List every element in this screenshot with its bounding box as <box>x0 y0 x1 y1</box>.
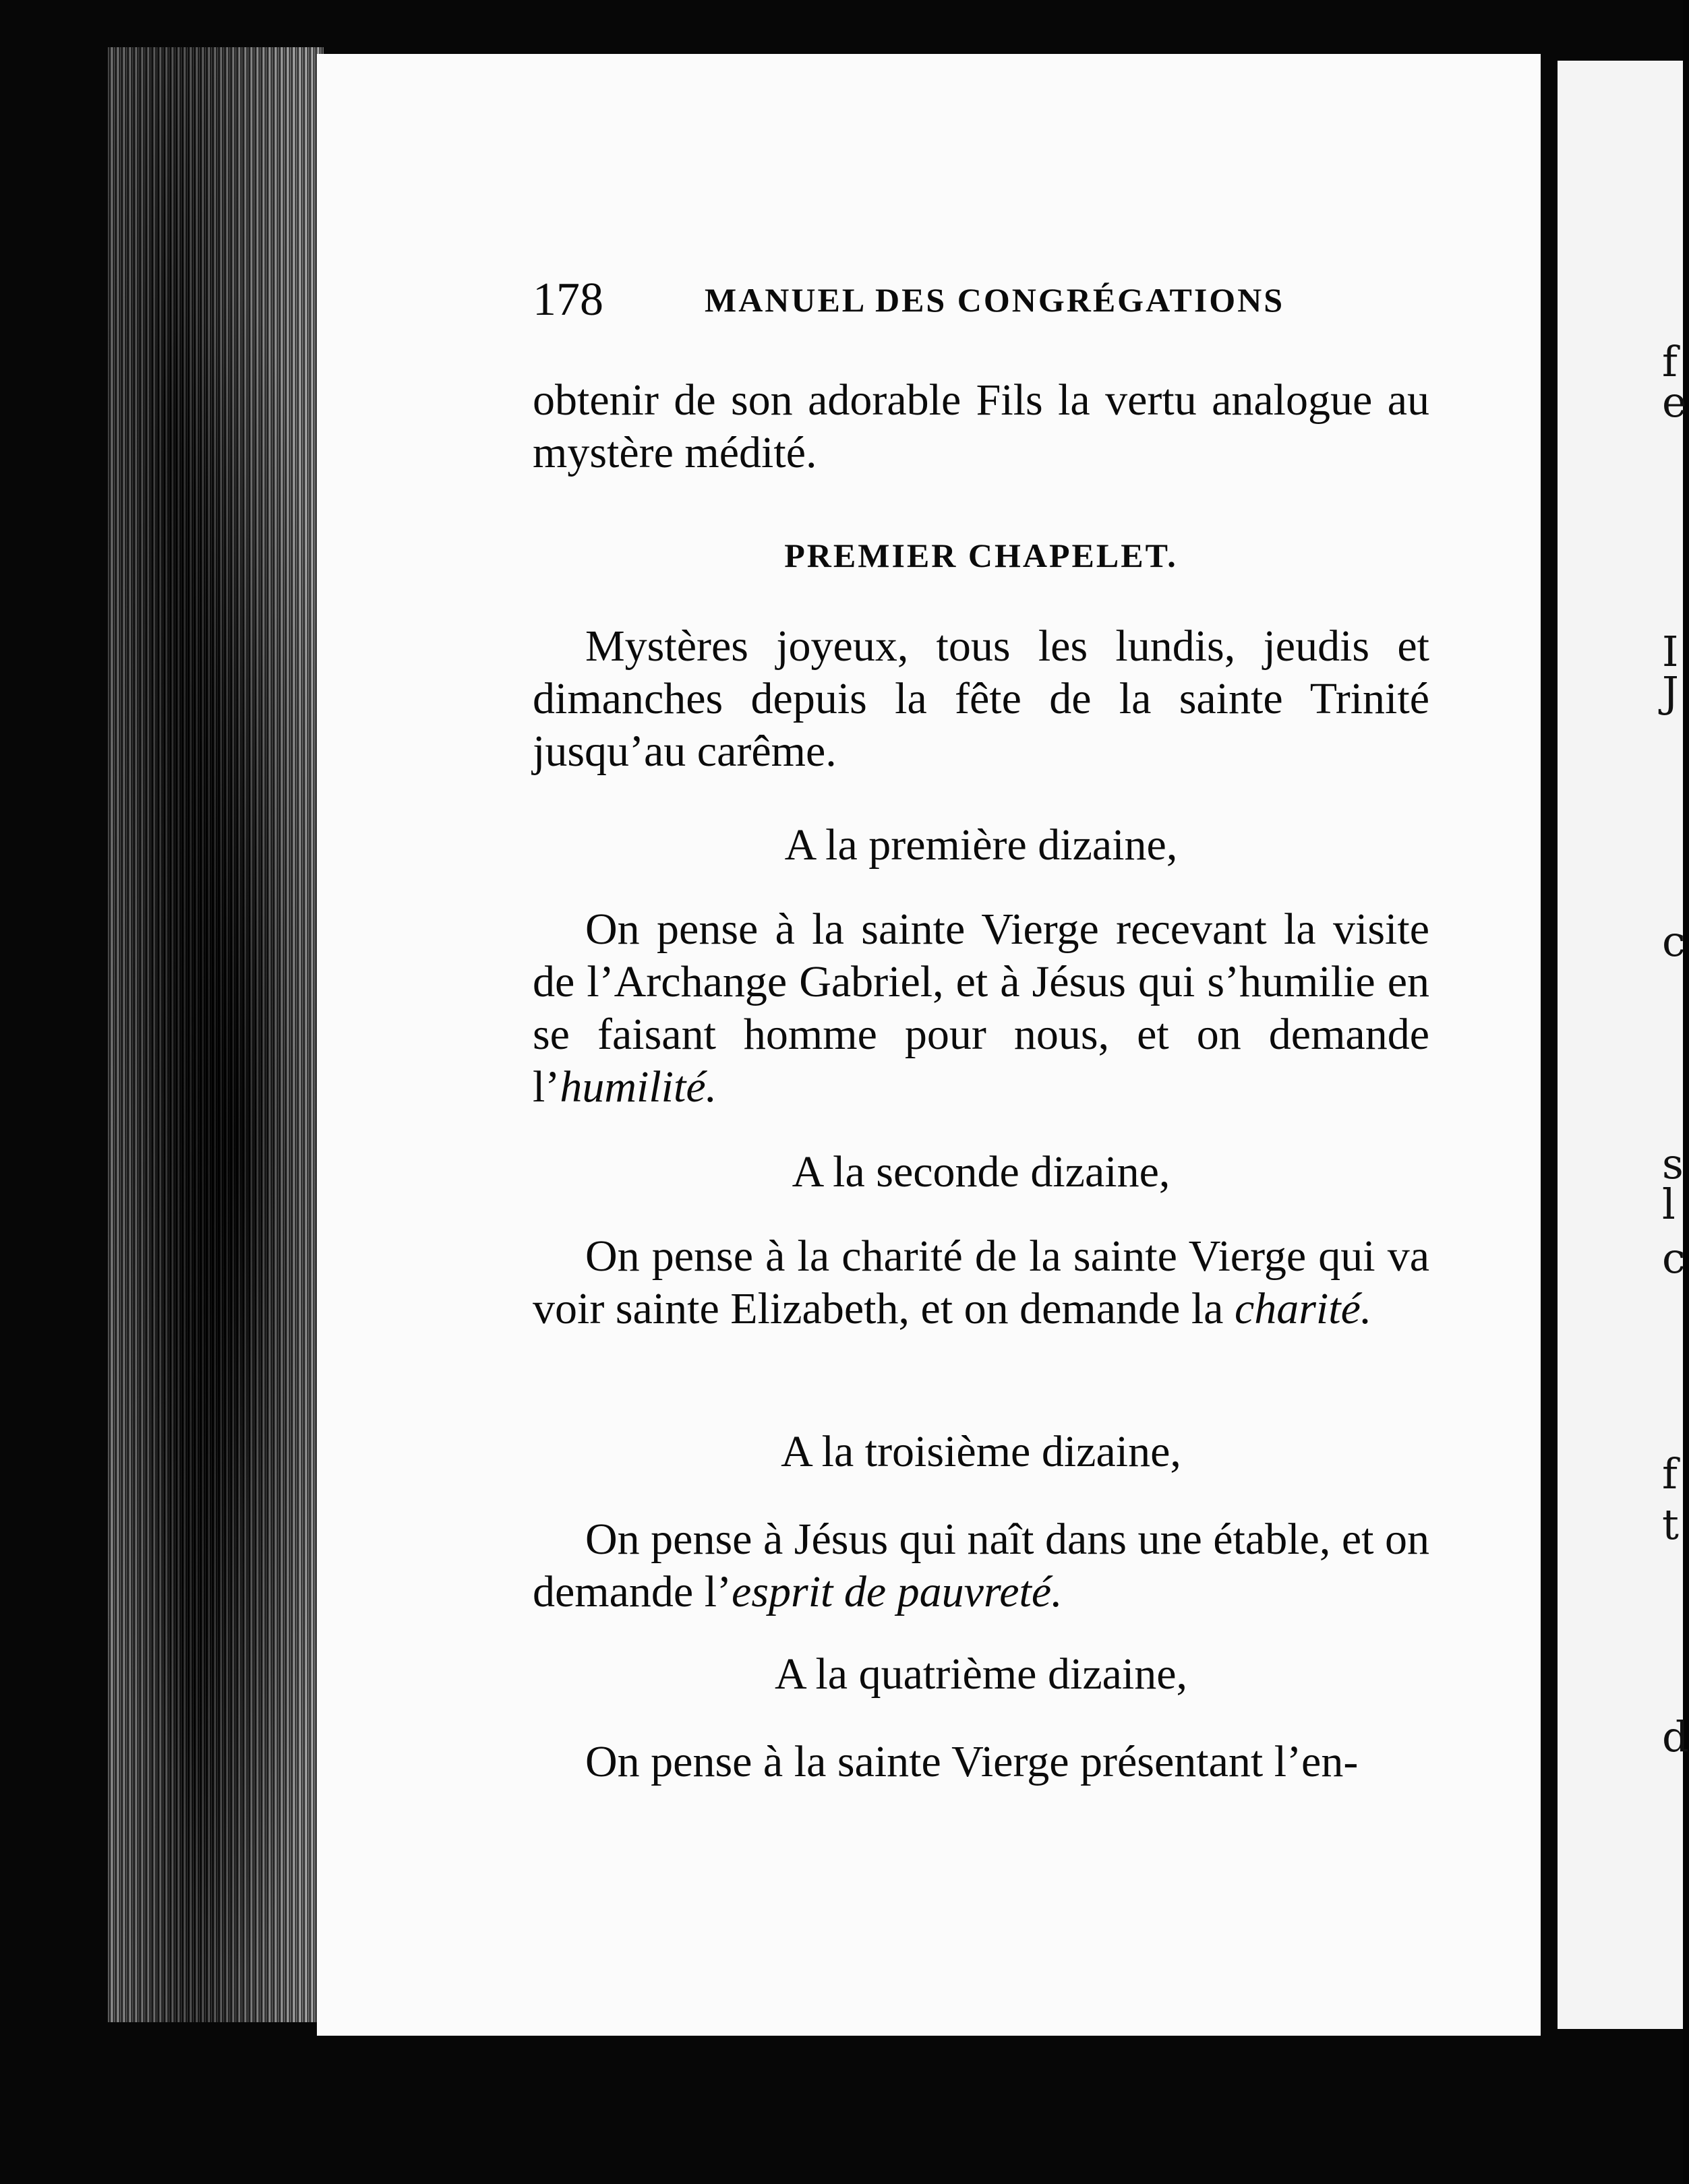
facing-fragment: c <box>1662 1234 1686 1283</box>
virtue-charity: charité. <box>1234 1284 1372 1333</box>
virtue-humility: humilité. <box>560 1062 717 1112</box>
paragraph-fourth-decade: On pense à la sainte Vierge présentant l’en- <box>585 1737 1359 1786</box>
facing-fragment: l <box>1662 1180 1676 1229</box>
facing-fragment: t <box>1662 1500 1679 1549</box>
subheading-third-decade: A la troisième dizaine, <box>781 1427 1181 1476</box>
facing-fragment: s <box>1662 1139 1684 1188</box>
paragraph-third-decade: On pense à Jésus qui naît dans une étable, et on demande l’esprit de pauvreté. <box>533 1515 1429 1616</box>
running-title: MANUEL DES CONGRÉGATIONS <box>705 281 1285 319</box>
book-fore-edge <box>108 47 324 2022</box>
paragraph-first-decade: On pense à la sainte Vierge recevant la visite de l’Archange Gabriel, et à Jésus qui s’humilie en se faisant homme pour nous, et on demande l’humilité. <box>533 905 1429 1112</box>
subheading-second-decade: A la seconde dizaine, <box>792 1147 1171 1196</box>
subheading-first-decade: A la première dizaine, <box>784 820 1178 870</box>
paragraph-second-decade: On pense à la charité de la sainte Vierge qui va voir sainte Elizabeth, et on demande la charité. <box>533 1232 1429 1333</box>
paragraph-continuation: obtenir de son adorable Fils la vertu analogue au mystère médité. <box>533 375 1429 477</box>
page-number: 178 <box>533 274 603 326</box>
facing-fragment: c <box>1662 917 1686 966</box>
running-header <box>533 276 1429 324</box>
section-title: PREMIER CHAPELET. <box>784 537 1178 574</box>
facing-fragment: e <box>1662 377 1687 427</box>
facing-fragment: f <box>1662 337 1678 386</box>
facing-fragment: I <box>1662 627 1679 676</box>
facing-fragment: f <box>1662 1449 1678 1498</box>
virtue-poverty: esprit de pauvreté. <box>732 1567 1063 1616</box>
facing-fragment: d <box>1662 1712 1689 1761</box>
subheading-fourth-decade: A la quatrième dizaine, <box>774 1649 1188 1699</box>
facing-fragment: J <box>1662 667 1679 717</box>
paragraph-intro: Mystères joyeux, tous les lundis, jeudis et dimanches depuis la fête de la sainte Trinité jusqu’au carême. <box>533 621 1429 776</box>
